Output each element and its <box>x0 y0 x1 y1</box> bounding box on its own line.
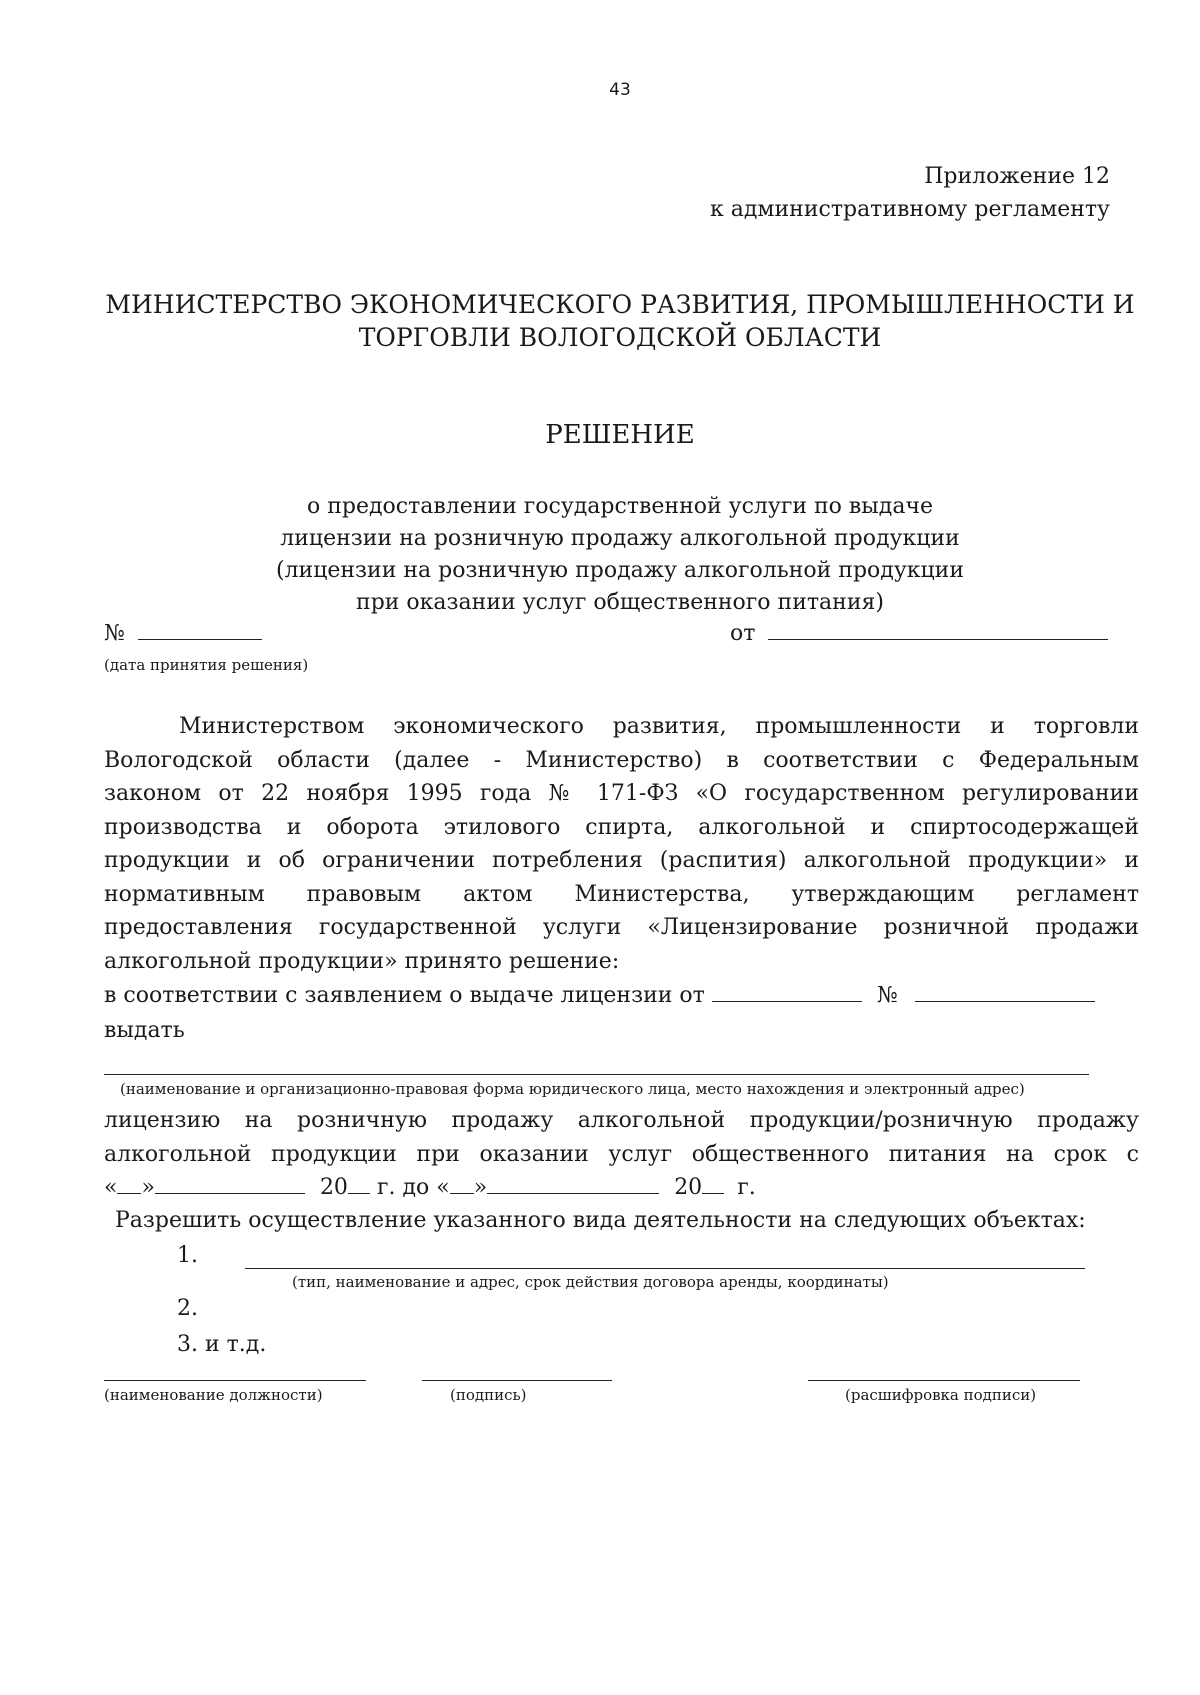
application-date-field <box>712 1000 862 1002</box>
body-line: алкогольной продукции» принято решение: <box>104 948 620 974</box>
subject-line: (лицензии на розничную продажу алкогольной продукции <box>275 558 964 583</box>
decision-number-row <box>104 621 262 646</box>
decision-date-row <box>730 621 1108 646</box>
until-label: г. до <box>376 1175 430 1200</box>
application-text: в соответствии с заявлением о выдаче лицензии от <box>104 983 705 1008</box>
object-item-3: 3. и т.д. <box>177 1332 267 1357</box>
object-caption: (тип, наименование и адрес, срок действия договора аренды, координаты) <box>292 1273 889 1291</box>
application-number-label: № <box>876 983 898 1008</box>
subject-line: лицензии на розничную продажу алкогольной продукции <box>280 526 960 551</box>
end-year-suffix: г. <box>737 1175 756 1200</box>
transcript-caption: (расшифровка подписи) <box>845 1386 1037 1404</box>
quote-close: » <box>473 1175 488 1200</box>
appendix-line-1: Приложение 12 <box>924 164 1110 189</box>
subject-line: при оказании услуг общественного питания) <box>356 590 884 615</box>
ministry-line-1: МИНИСТЕРСТВО ЭКОНОМИЧЕСКОГО РАЗВИТИЯ, ПРОМЫШЛЕННОСТИ И <box>105 290 1135 319</box>
applicant-caption: (наименование и организационно-правовая форма юридического лица, место нахождения и электронный адрес) <box>120 1080 1025 1098</box>
signature-field <box>422 1380 612 1381</box>
signature-transcript-field <box>808 1380 1080 1381</box>
application-number-field <box>915 1000 1095 1002</box>
start-year-prefix: 20 <box>319 1175 348 1200</box>
object-item-2: 2. <box>177 1296 198 1321</box>
position-caption: (наименование должности) <box>104 1386 323 1404</box>
ministry-name <box>0 288 1200 354</box>
end-year-field <box>702 1192 724 1194</box>
from-label: от <box>730 621 756 646</box>
end-month-field <box>487 1192 659 1194</box>
license-line: лицензию на розничную продажу алкогольной продукции/розничную продажу <box>104 1108 1139 1133</box>
quote-open: « <box>436 1175 450 1200</box>
license-term-row <box>104 1171 1139 1205</box>
objects-intro: Разрешить осуществление указанного вида деятельности на следующих объектах: <box>115 1208 1086 1233</box>
date-caption: (дата принятия решения) <box>104 656 309 674</box>
end-year-prefix: 20 <box>674 1175 703 1200</box>
start-month-field <box>155 1192 305 1194</box>
subject-line: о предоставлении государственной услуги по выдаче <box>306 494 934 519</box>
position-field <box>104 1380 366 1381</box>
body-line: Вологодской области (далее - Министерство) в соответствии с Федеральным <box>104 747 1139 773</box>
appendix-line-2: к административному регламенту <box>709 197 1110 222</box>
decision-title: РЕШЕНИЕ <box>545 420 695 450</box>
quote-close: » <box>141 1175 155 1200</box>
body-line: нормативным правовым актом Министерства, утверждающим регламент <box>104 881 1139 907</box>
decision-body <box>104 710 1139 978</box>
number-label: № <box>104 621 125 646</box>
body-line: предоставления государственной услуги «Лицензирование розничной продажи <box>104 915 1139 940</box>
object-item-1-field <box>245 1268 1085 1269</box>
license-line: алкогольной продукции при оказании услуг общественного питания на срок с <box>104 1141 1139 1167</box>
body-line: продукции и об ограничении потребления (распития) алкогольной продукции» и <box>104 848 1139 873</box>
body-line: производства и оборота этилового спирта, алкогольной и спиртосодержащей <box>104 814 1139 840</box>
application-row <box>104 983 1095 1008</box>
decision-number-field <box>138 638 262 640</box>
quote-open: « <box>104 1175 118 1200</box>
signature-caption: (подпись) <box>450 1386 527 1404</box>
appendix-header <box>710 160 1110 226</box>
license-text <box>104 1104 1139 1205</box>
decision-subject <box>0 491 1200 619</box>
body-line: Министерством экономического развития, промышленности и торговли <box>179 714 1139 739</box>
end-day-field <box>450 1192 474 1194</box>
ministry-line-2: ТОРГОВЛИ ВОЛОГОДСКОЙ ОБЛАСТИ <box>358 323 882 352</box>
applicant-field <box>104 1074 1089 1075</box>
object-item-1: 1. <box>177 1243 198 1268</box>
issue-label: выдать <box>104 1018 185 1043</box>
body-line: законом от 22 ноября 1995 года № 171-ФЗ «О государственном регулировании <box>104 781 1139 806</box>
start-day-field <box>117 1192 141 1194</box>
decision-date-field <box>768 638 1108 640</box>
page-number: 43 <box>609 80 631 100</box>
start-year-field <box>348 1192 370 1194</box>
